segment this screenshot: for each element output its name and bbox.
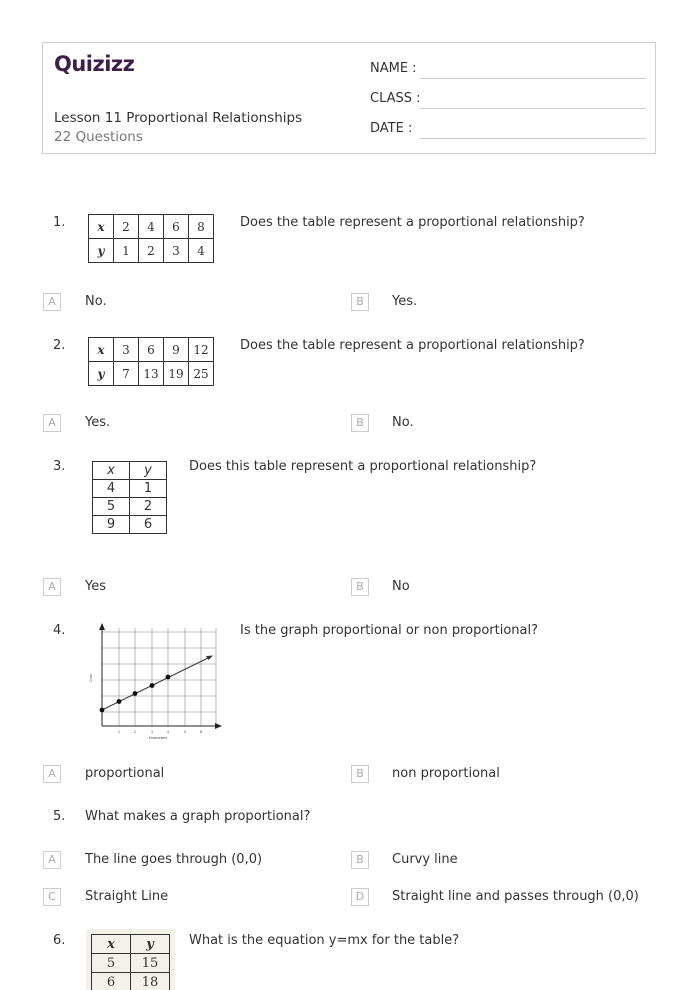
table-cell: 2 (139, 239, 164, 263)
worksheet-title: Lesson 11 Proportional Relationships (54, 110, 303, 126)
question-count: 22 Questions (54, 129, 143, 145)
table-cell: 9 (93, 516, 130, 534)
x-tick-label: 2 (133, 730, 137, 734)
table-cell: 5 (93, 498, 130, 516)
x-tick-label: 3 (150, 730, 154, 734)
option-letter[interactable]: A (43, 765, 61, 783)
option-letter[interactable]: A (43, 851, 61, 869)
table-cell: 25 (189, 362, 214, 386)
table-cell: 6 (92, 973, 131, 990)
question-text: Does the table represent a proportional relationship? (240, 338, 585, 353)
option-text[interactable]: Straight line and passes through (0,0) (392, 889, 639, 904)
option-text[interactable]: No. (392, 415, 414, 430)
option-text[interactable]: non proportional (392, 766, 500, 781)
data-point (150, 683, 155, 688)
option-letter[interactable]: B (351, 578, 369, 596)
question-number: 6. (53, 933, 66, 948)
date-label: DATE : (370, 121, 413, 136)
question-text: Is the graph proportional or non proportional? (240, 623, 539, 638)
table-cell: 3 (114, 338, 139, 362)
data-point (166, 675, 171, 680)
name-label: NAME : (370, 61, 417, 76)
table-cell: x (89, 215, 114, 239)
question-number: 3. (53, 459, 66, 474)
table-cell: 3 (164, 239, 189, 263)
option-letter[interactable]: C (43, 888, 61, 906)
table-cell: 9 (164, 338, 189, 362)
table-cell: 1 (130, 480, 167, 498)
option-text[interactable]: proportional (85, 766, 165, 781)
name-line[interactable] (420, 78, 646, 79)
option-text[interactable]: No. (85, 294, 107, 309)
table-cell: 5 (92, 954, 131, 973)
table-cell: 6 (130, 516, 167, 534)
table-cell: 6 (164, 215, 189, 239)
data-point (117, 699, 122, 704)
table-cell: 8 (189, 215, 214, 239)
question-text: Does this table represent a proportional relationship? (189, 459, 537, 474)
option-letter[interactable]: B (351, 293, 369, 311)
table-cell: 13 (139, 362, 164, 386)
x-tick-label: 4 (166, 730, 170, 734)
table-cell: 4 (139, 215, 164, 239)
table-cell: y (131, 935, 170, 954)
question-2-table (88, 337, 214, 386)
table-cell: y (89, 239, 114, 263)
table-cell: 18 (131, 973, 170, 990)
table-cell: 4 (93, 480, 130, 498)
option-text[interactable]: Straight Line (85, 889, 169, 904)
option-text[interactable]: Yes. (392, 294, 418, 309)
y-axis-label: Cost (89, 674, 93, 682)
table-cell: 19 (164, 362, 189, 386)
table-cell: 4 (189, 239, 214, 263)
question-number: 5. (53, 809, 66, 824)
table-cell: 1 (114, 239, 139, 263)
option-letter[interactable]: A (43, 293, 61, 311)
x-tick-label: 6 (199, 730, 203, 734)
date-line[interactable] (420, 138, 646, 139)
table-cell: 12 (189, 338, 214, 362)
question-text: What is the equation y=mx for the table? (189, 933, 460, 948)
question-1-table (88, 214, 214, 263)
x-axis-label: Kilometers (148, 736, 168, 740)
option-letter[interactable]: A (43, 414, 61, 432)
option-text[interactable]: No (392, 579, 410, 594)
question-6-table-frame (86, 929, 175, 990)
question-number: 4. (53, 623, 66, 638)
table-cell: x (93, 462, 130, 480)
question-number: 2. (53, 338, 66, 353)
quizizz-logo: Quizizz (54, 52, 135, 76)
question-6-table (91, 934, 170, 990)
option-letter[interactable]: A (43, 578, 61, 596)
x-tick-label: 5 (183, 730, 187, 734)
option-letter[interactable]: B (351, 851, 369, 869)
data-point (100, 708, 105, 713)
option-text[interactable]: The line goes through (0,0) (85, 852, 263, 867)
question-3-table (92, 461, 167, 534)
data-point (133, 691, 138, 696)
table-cell: 15 (131, 954, 170, 973)
question-4-graph (86, 620, 226, 742)
x-tick-label: 1 (117, 730, 121, 734)
table-cell: y (130, 462, 167, 480)
table-cell: 6 (139, 338, 164, 362)
table-cell: 2 (114, 215, 139, 239)
class-line[interactable] (420, 108, 646, 109)
class-label: CLASS : (370, 91, 421, 106)
option-letter[interactable]: D (351, 888, 369, 906)
option-text[interactable]: Yes. (85, 415, 111, 430)
question-text: What makes a graph proportional? (85, 809, 311, 824)
table-cell: y (89, 362, 114, 386)
question-text: Does the table represent a proportional relationship? (240, 215, 585, 230)
question-number: 1. (53, 215, 66, 230)
table-cell: 7 (114, 362, 139, 386)
option-letter[interactable]: B (351, 414, 369, 432)
option-text[interactable]: Yes (85, 579, 106, 594)
table-cell: x (92, 935, 131, 954)
table-cell: 2 (130, 498, 167, 516)
option-letter[interactable]: B (351, 765, 369, 783)
table-cell: x (89, 338, 114, 362)
option-text[interactable]: Curvy line (392, 852, 458, 867)
